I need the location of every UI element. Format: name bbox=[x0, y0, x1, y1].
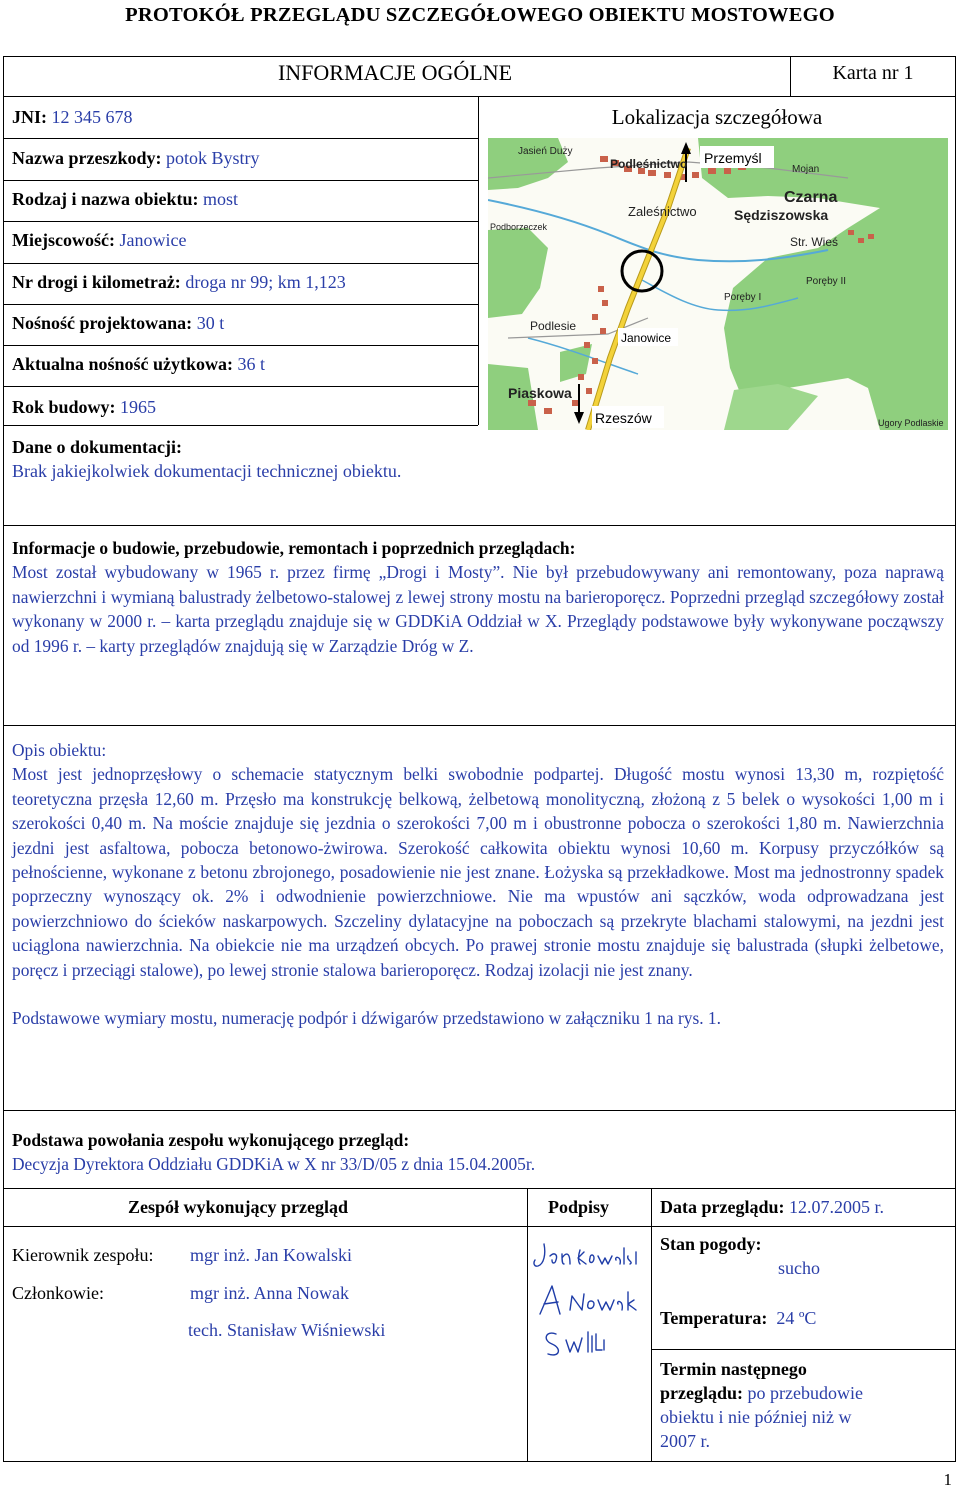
history-section bbox=[12, 536, 944, 658]
divider bbox=[3, 1188, 956, 1189]
divider bbox=[3, 96, 956, 97]
team-member-2: tech. Stanisław Wiśniewski bbox=[188, 1320, 386, 1340]
divider bbox=[3, 263, 478, 264]
weather-value: sucho bbox=[778, 1258, 820, 1278]
map-place-podlesnictwo: Podleśnictwo bbox=[610, 157, 688, 171]
localization-title: Lokalizacja szczegółowa bbox=[611, 105, 823, 129]
field-value: 12 345 678 bbox=[51, 107, 133, 127]
signatures bbox=[530, 1230, 648, 1362]
field-label: JNI: bbox=[12, 107, 47, 127]
inspection-date-label: Data przeglądu: bbox=[660, 1197, 785, 1217]
description-label: Opis obiektu: bbox=[12, 740, 107, 760]
map-place-poreby1: Poręby I bbox=[724, 292, 762, 303]
team-leader-label: Kierownik zespołu: bbox=[12, 1245, 154, 1265]
location-map bbox=[488, 138, 948, 430]
field-label: Miejscowość: bbox=[12, 230, 115, 250]
divider bbox=[3, 138, 478, 139]
field-design-load bbox=[12, 313, 224, 334]
field-value: Brak jakiejkolwiek dokumentacji technicznej obiektu. bbox=[12, 461, 402, 481]
field-value: most bbox=[203, 189, 239, 209]
divider bbox=[651, 1188, 652, 1462]
team-column-header: Zespół wykonujący przegląd bbox=[128, 1197, 349, 1217]
field-label: Dane o dokumentacji: bbox=[12, 437, 182, 457]
field-object-type bbox=[12, 189, 238, 210]
divider bbox=[527, 1188, 528, 1462]
map-place-zalesnictwo: Zaleśnictwo bbox=[628, 204, 697, 219]
appointment-label: Podstawa powołania zespołu wykonującego przegląd: bbox=[12, 1130, 410, 1150]
divider bbox=[3, 1110, 956, 1111]
history-label: Informacje o budowie, przebudowie, remontach i poprzednich przeglądach: bbox=[12, 538, 576, 558]
page-number: 1 bbox=[943, 1470, 952, 1489]
section-header: INFORMACJE OGÓLNE bbox=[277, 60, 513, 85]
divider bbox=[3, 221, 478, 222]
divider bbox=[3, 304, 478, 305]
field-value: Janowice bbox=[119, 230, 187, 250]
field-obstacle bbox=[12, 148, 260, 169]
map-label-janowice: Janowice bbox=[621, 331, 672, 345]
signature-wisniewski bbox=[546, 1332, 604, 1355]
map-place-ugory: Ugory Podlaskie bbox=[878, 418, 944, 428]
history-text: Most został wybudowany w 1965 r. przez firmę „Drogi i Mosty”. Nie był przebudowywany ani remontowany, poza naprawą nawierzchni i wymianą balustrady żelbetowo-stalowej z lewej strony mostu na barieroporęcz. Poprzedni przegląd szczegółowy został wykonany w 2000 r. – karta przeglądu znajduje się w GDDKiA Oddział w X. Przeglądy podstawowe były wykonywane począwszy od 1996 r. – karty przeglądów znajdują się w Zarządzie Dróg w Z. bbox=[12, 562, 944, 656]
field-label: Rodzaj i nazwa obiektu: bbox=[12, 189, 199, 209]
field-label: Nośność projektowana: bbox=[12, 313, 193, 333]
divider bbox=[3, 525, 956, 526]
description-section bbox=[12, 738, 944, 1030]
field-label: Nr drogi i kilometraż: bbox=[12, 272, 181, 292]
description-text: Most jest jednoprzęsłowy o schemacie statycznym belki swobodnie podpartej. Długość mostu wynosi 13,30 m, rozpiętość teoretyczna przęsła 12,60 m. Przęsło ma konstrukcję belkową, żelbetową monolityczną, złożoną z 5 belek o wysokości 1,00 m i szerokości 0,40 m. Na moście znajduje się jezdnia o szerokości 7,00 m i obustronne pobocza o szerokości 1,80 m. Nawierzchnia jezdni jest asfaltowa, pobocza betonowo-żwirowa. Szerokość całkowita obiektu wynosi 10,60 m. Korpusy przyczółków są pełnościenne, wykonane z betonu zbrojonego, posadowienie nie jest znane. Łożyska są przekładkowe. Most ma jednostronny spadek poprzeczny wynoszący ok. 2% i odwodnienie powierzchniowe. Nie ma wpustów ani sączków, woda odprowadzana jest powierzchniowo do ścieków naskarpowych. Szczeliny dylatacyjne na poboczach są przekryte blachami stalowymi, na jezdni jest uciąglona nawierzchnia. Na obiekcie nie ma urządzeń obcych. Po prawej stronie mostu znajduje się balustrada (słupki żelbetowe, poręcz i przeciągi stalowe), po lewej stronie stalowa barieroporęcz. Rodzaj izolacji nie jest znany. bbox=[12, 764, 944, 980]
map-place-poreby2: Poręby II bbox=[806, 276, 847, 287]
field-jni bbox=[12, 107, 133, 128]
field-locality bbox=[12, 230, 186, 251]
divider bbox=[651, 1349, 956, 1350]
next-inspection-label-2: przeglądu: bbox=[660, 1383, 743, 1403]
field-road bbox=[12, 272, 346, 293]
field-label: Rok budowy: bbox=[12, 397, 116, 417]
map-place-podborzeczek: Podborzeczek bbox=[490, 222, 548, 232]
map-place-str-wies: Str. Wieś bbox=[790, 235, 839, 249]
divider bbox=[3, 1226, 956, 1227]
inspection-date bbox=[660, 1197, 884, 1218]
map-place-piaskowa: Piaskowa bbox=[508, 385, 572, 401]
signature-kowalski bbox=[534, 1244, 636, 1266]
team-leader-name: mgr inż. Jan Kowalski bbox=[190, 1245, 352, 1265]
divider bbox=[3, 386, 478, 387]
divider bbox=[3, 345, 478, 346]
temperature-label: Temperatura: bbox=[660, 1308, 768, 1328]
signatures-column-header: Podpisy bbox=[548, 1197, 610, 1217]
divider bbox=[478, 136, 479, 425]
field-value: droga nr 99; km 1,123 bbox=[185, 272, 346, 292]
map-place-jasien: Jasień Duży bbox=[518, 146, 573, 157]
next-inspection-value-2: obiektu i nie później niż w bbox=[660, 1407, 852, 1427]
field-documentation bbox=[12, 435, 401, 483]
temperature-value: 24 ºC bbox=[776, 1308, 817, 1328]
divider bbox=[3, 425, 478, 426]
description-text-2: Podstawowe wymiary mostu, numerację podpór i dźwigarów przedstawiono w załączniku 1 na rys. 1. bbox=[12, 1008, 721, 1029]
next-inspection bbox=[660, 1357, 863, 1453]
document-title: PROTOKÓŁ PRZEGLĄDU SZCZEGÓŁOWEGO OBIEKTU MOSTOWEGO bbox=[125, 4, 835, 26]
map-place-czarna: Czarna bbox=[784, 189, 838, 206]
map-label-rzeszow: Rzeszów bbox=[595, 410, 652, 426]
map-place-podlesie: Podlesie bbox=[530, 319, 577, 333]
map-label-przemysl: Przemyśl bbox=[704, 150, 762, 166]
field-value: potok Bystry bbox=[165, 148, 260, 168]
map-place-sedziszowska: Sędziszowska bbox=[734, 207, 829, 223]
field-value: 30 t bbox=[196, 313, 225, 333]
field-value: 1965 bbox=[120, 397, 157, 417]
map-place-mojan: Mojan bbox=[792, 164, 820, 175]
weather-label: Stan pogody: bbox=[660, 1234, 762, 1254]
appointment-text: Decyzja Dyrektora Oddziału GDDKiA w X nr 33/D/05 z dnia 15.04.2005r. bbox=[12, 1154, 536, 1175]
next-inspection-value-3: 2007 r. bbox=[660, 1431, 711, 1451]
team-member-1: mgr inż. Anna Nowak bbox=[190, 1283, 349, 1303]
field-label: Nazwa przeszkody: bbox=[12, 148, 162, 168]
team-members-label: Członkowie: bbox=[12, 1283, 104, 1303]
divider bbox=[3, 725, 956, 726]
field-value: 36 t bbox=[237, 354, 266, 374]
appointment-section bbox=[12, 1128, 944, 1177]
signature-nowak bbox=[540, 1286, 636, 1314]
inspection-date-value: 12.07.2005 r. bbox=[789, 1197, 885, 1217]
temperature bbox=[660, 1308, 816, 1329]
field-label: Aktualna nośność użytkowa: bbox=[12, 354, 234, 374]
next-inspection-label-1: Termin następnego bbox=[660, 1359, 807, 1379]
card-number: Karta nr 1 bbox=[832, 62, 914, 84]
field-build-year bbox=[12, 397, 156, 418]
divider bbox=[3, 180, 478, 181]
next-inspection-value-1: po przebudowie bbox=[747, 1383, 863, 1403]
field-current-load bbox=[12, 354, 265, 375]
